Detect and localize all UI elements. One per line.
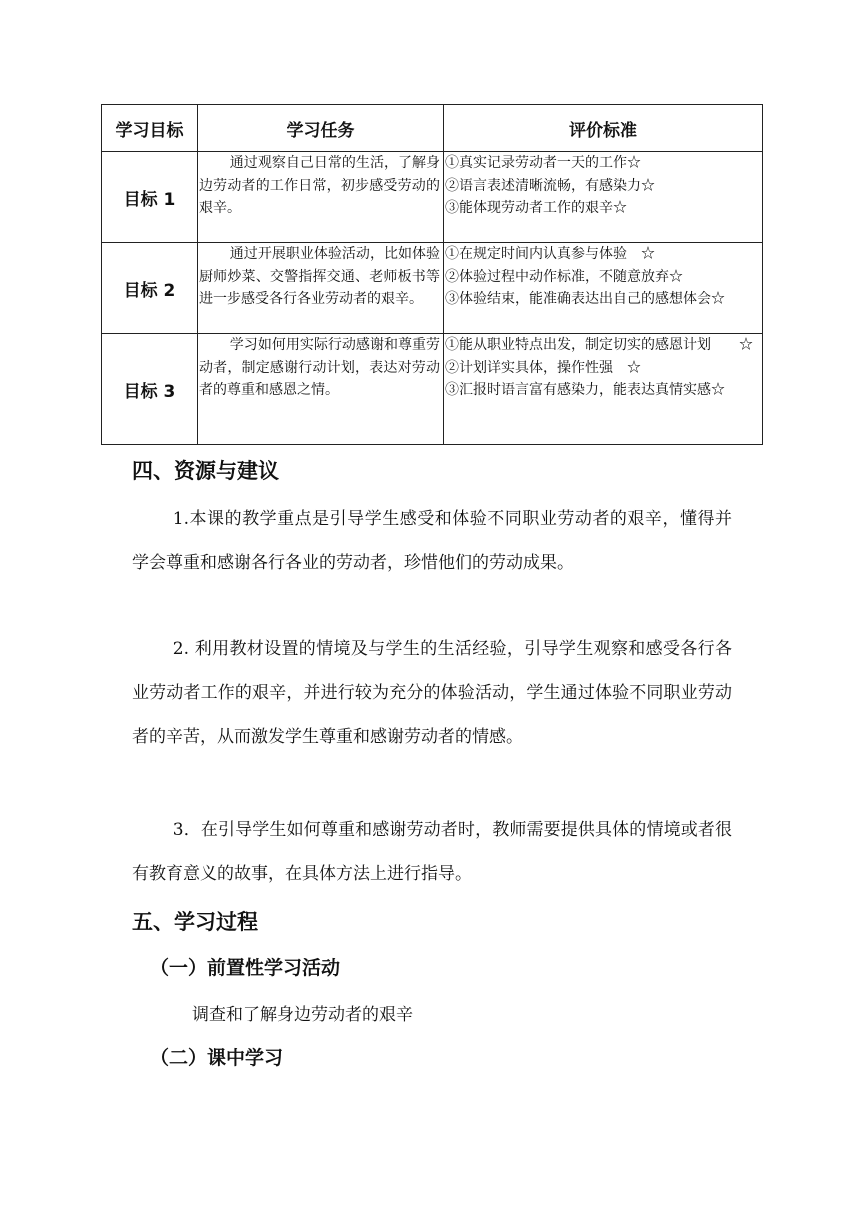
task-description: 学习如何用实际行动感谢和尊重劳动者，制定感谢行动计划，表达对劳动者的尊重和感恩之情。: [198, 334, 444, 445]
criteria-item: ①真实记录劳动者一天的工作☆: [445, 155, 641, 171]
resource-paragraph-2: 2. 利用教材设置的情境及与学生的生活经验，引导学生观察和感受各行各业劳动者工作的艰辛，并进行较为充分的体验活动，学生通过体验不同职业劳动者的辛苦，从而激发学生尊重和感谢劳动者的情感。: [132, 639, 732, 747]
criteria-list: [444, 243, 763, 334]
criteria-item: ③能体现劳动者工作的艰辛☆: [445, 200, 627, 216]
criteria-item: ②体验过程中动作标准，不随意放弃☆: [445, 268, 683, 285]
resource-paragraph-3: 3．在引导学生如何尊重和感谢劳动者时，教师需要提供具体的情境或者很有教育意义的故事，在具体方法上进行指导。: [132, 820, 732, 884]
criteria-list: [444, 152, 763, 243]
criteria-item: ①能从职业特点出发，制定切实的感恩计划 ☆: [445, 337, 753, 353]
pre-activity-text: 调查和了解身边劳动者的艰辛: [192, 1005, 413, 1025]
goal-label: 目标 3: [102, 334, 198, 445]
task-description: 通过开展职业体验活动，比如体验厨师炒菜、交警指挥交通、老师板书等进一步感受各行各业劳动者的艰辛。: [198, 243, 444, 334]
criteria-item: ③汇报时语言富有感染力，能表达真情实感☆: [445, 382, 725, 398]
goal-label: 目标 1: [102, 152, 198, 243]
header-task: 学习任务: [198, 105, 444, 152]
subheading-in-class: （二）课中学习: [150, 1047, 284, 1069]
table-row: [102, 334, 763, 445]
criteria-item: ②语言表述清晰流畅，有感染力☆: [445, 177, 655, 194]
resource-paragraph-1: 1.本课的教学重点是引导学生感受和体验不同职业劳动者的艰辛，懂得并学会尊重和感谢各行各业的劳动者，珍惜他们的劳动成果。: [132, 509, 732, 573]
header-criteria: 评价标准: [444, 105, 763, 152]
criteria-item: ②计划详实具体，操作性强 ☆: [445, 359, 641, 376]
criteria-item: ③体验结束，能准确表达出自己的感想体会☆: [445, 291, 725, 307]
section-heading-process: 五、学习过程: [132, 910, 258, 934]
learning-goals-table: [101, 104, 763, 445]
subheading-pre-activity: （一）前置性学习活动: [150, 957, 341, 979]
table-row: [102, 243, 763, 334]
criteria-list: [444, 334, 763, 445]
header-goal: 学习目标: [102, 105, 198, 152]
section-heading-resources: 四、资源与建议: [132, 459, 279, 483]
table-header-row: [102, 105, 763, 152]
criteria-item: ①在规定时间内认真参与体验 ☆: [445, 246, 655, 262]
goal-label: 目标 2: [102, 243, 198, 334]
table-row: [102, 152, 763, 243]
task-description: 通过观察自己日常的生活，了解身边劳动者的工作日常，初步感受劳动的艰辛。: [198, 152, 444, 243]
